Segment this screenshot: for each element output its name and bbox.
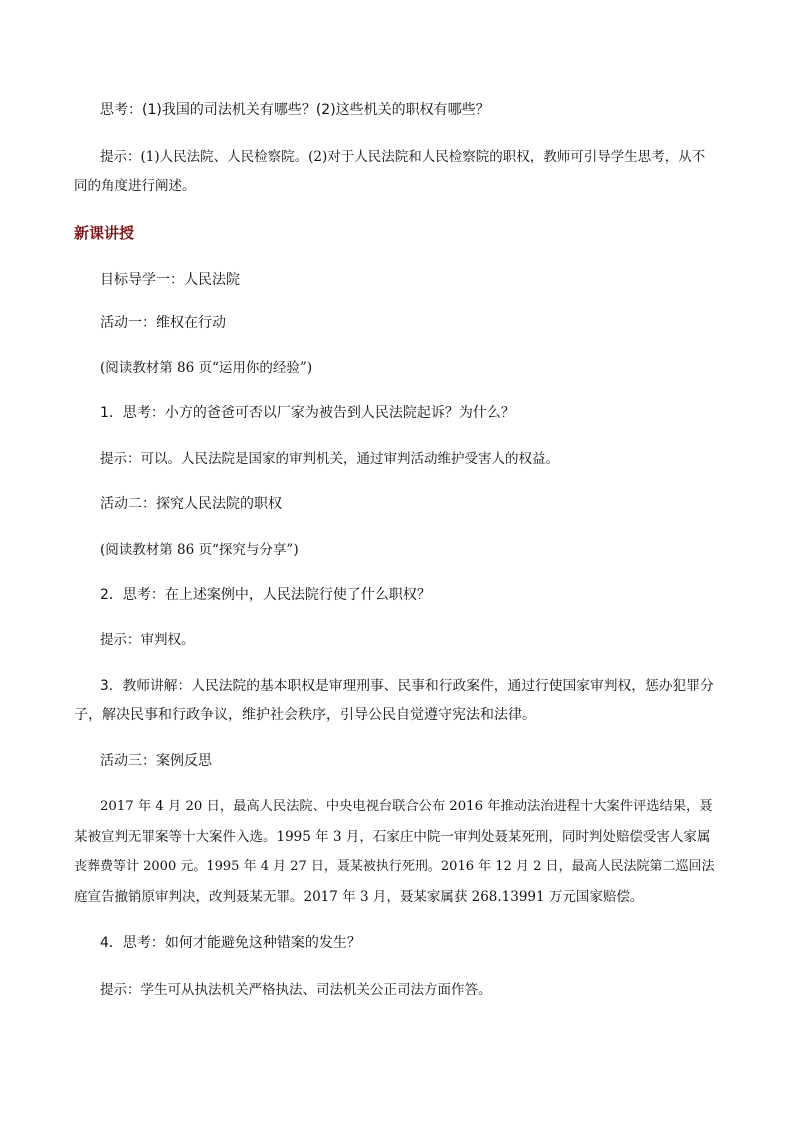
think-question-1: 思考：(1)我国的司法机关有哪些？(2)这些机关的职权有哪些？ <box>100 102 490 118</box>
activity-1-title: 活动一：维权在行动 <box>100 315 226 331</box>
activity-3-title: 活动三：案例反思 <box>100 753 212 769</box>
hint-question-1: 提示：可以。人民法院是国家的审判机关，通过审判活动维护受害人的权益。 <box>100 451 559 467</box>
objective-1-title: 目标导学一：人民法院 <box>100 272 240 288</box>
section-heading: 新课讲授 <box>74 224 135 242</box>
case-paragraph-line-3: 丧葬费等计 2000 元。1995 年 4 月 27 日，聂某被执行死刑。2016 年 12 月 2 日，最高人民法院第二巡回法 <box>74 859 715 874</box>
case-paragraph-line-2: 某被宣判无罪案等十大案件入选。1995 年 3 月，石家庄中院一审判处聂某死刑，同时判处赔偿受害人家属 <box>74 829 711 845</box>
teacher-explanation-line-1: 3．教师讲解：人民法院的基本职权是审理刑事、民事和行政案件，通过行使国家审判权，惩办犯罪分 <box>100 678 714 694</box>
reading-note-2: (阅读教材第 86 页“探究与分享”) <box>100 542 299 558</box>
question-4: 4．思考：如何才能避免这种错案的发生？ <box>100 935 361 951</box>
reading-note-1: (阅读教材第 86 页“运用你的经验”) <box>100 360 313 376</box>
case-paragraph-line-4: 庭宣告撤销原审判决，改判聂某无罪。2017 年 3 月，聂某家属获 268.13991 万元国家赔偿。 <box>74 889 644 905</box>
hint-line-1-continued: 同的角度进行阐述。 <box>74 178 196 194</box>
question-2: 2．思考：在上述案例中，人民法院行使了什么职权？ <box>100 587 431 603</box>
case-paragraph-line-1: 2017 年 4 月 20 日，最高人民法院、中央电视台联合公布 2016 年推动法治进程十大案件评选结果，聂 <box>100 799 713 814</box>
activity-2-title: 活动二：探究人民法院的职权 <box>100 496 282 512</box>
question-1: 1．思考：小方的爸爸可否以厂家为被告到人民法院起诉？为什么？ <box>100 405 515 421</box>
hint-question-4: 提示：学生可从执法机关严格执法、司法机关公正司法方面作答。 <box>100 982 492 998</box>
hint-question-2: 提示：审判权。 <box>100 632 195 648</box>
teacher-explanation-line-2: 子，解决民事和行政争议，维护社会秩序，引导公民自觉遵守宪法和法律。 <box>74 707 536 723</box>
hint-line-1: 提示：(1)人民法院、人民检察院。(2)对于人民法院和人民检察院的职权，教师可引导学生思考，从不 <box>100 149 706 165</box>
